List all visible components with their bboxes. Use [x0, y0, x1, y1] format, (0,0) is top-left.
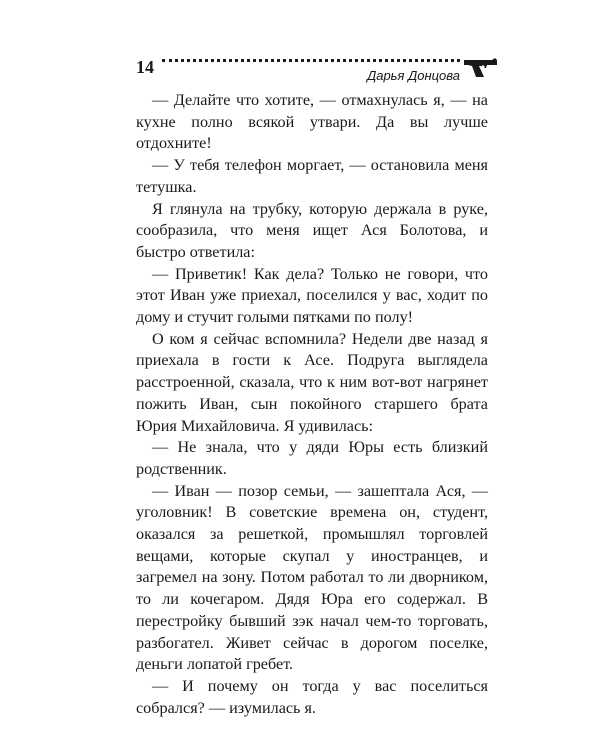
page-header [136, 56, 500, 86]
paragraph: — Делайте что хотите, — отмахнулась я, — на кухне полно всякой утвари. Да вы лучше отдохните! [136, 91, 488, 153]
dotted-rule [162, 59, 460, 62]
paragraph: Я глянула на трубку, которую держала в руке, сообразила, что меня ищет Ася Болотова, и быстро ответила: [136, 199, 488, 261]
running-title-author: Дарья Донцова [367, 68, 460, 83]
paragraph: — Приветик! Как дела? Только не говори, что этот Иван уже приехал, поселился у вас, ходит по дому и стучит голыми пятками по полу! [136, 264, 488, 327]
body-text [136, 90, 488, 719]
paragraph: — Не знала, что у дяди Юры есть близкий родственник. [136, 438, 488, 478]
paragraph: — У тебя телефон моргает, — остановила меня тетушка. [136, 156, 488, 196]
paragraph: — И почему он тогда у вас поселиться собрался? — изумилась я. [136, 676, 488, 717]
page-number: 14 [136, 57, 154, 77]
revolver-icon [462, 56, 500, 78]
paragraph: О ком я сейчас вспомнила? Недели две назад я приехала в гости к Асе. Подруга выглядела расстроенной, сказала, что к ним вот-вот нагрянет пожить Иван, сын покойного старшего брата Юрия Михайловича. Я удивилась: [136, 329, 488, 435]
paragraph: — Иван — позор семьи, — зашептала Ася, — уголовник! В советские времена он, студент, оказался за решеткой, промышлял торговлей вещами, которые скупал у иностранцев, и загремел на зону. Потом работал то ли дворником, то ли кочегаром. Дядя Юра его содержал. В перестройку бывший зэк начал чем-то торговать, разбогател. Живет сейчас в дорогом поселке, деньги лопатой гребет. [136, 481, 488, 674]
